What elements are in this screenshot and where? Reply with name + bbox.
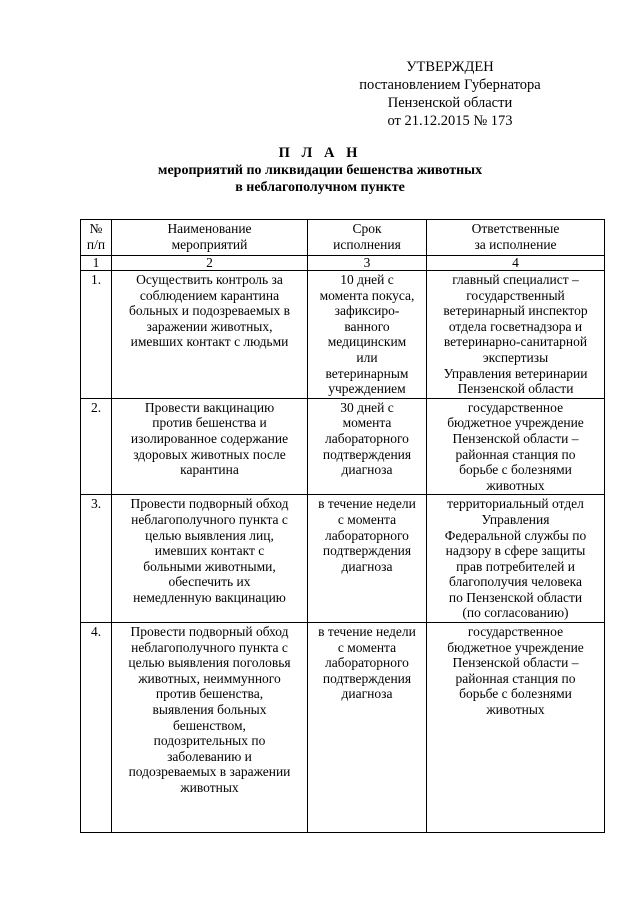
plan-subtitle-line-1: мероприятий по ликвидации бешенства животных xyxy=(157,163,483,178)
approval-date-number: от 21.12.2015 № 173 xyxy=(387,113,513,129)
table-header-row xyxy=(81,220,605,256)
table-row xyxy=(81,398,605,495)
row-deadline: в течение недели с момента лабораторного подтверждения диагноза xyxy=(308,623,427,833)
row-responsible: государственное бюджетное учреждение Пензенской области – районная станция по борьбе с болезнями животных xyxy=(427,398,605,495)
row-number: 2. xyxy=(81,398,112,495)
row-action: Осуществить контроль за соблюдением карантина больных и подозреваемых в заражении животных, имевших контакт с людьми xyxy=(112,271,308,399)
column-number-3: 3 xyxy=(308,256,427,271)
row-number: 3. xyxy=(81,495,112,623)
table-row xyxy=(81,495,605,623)
header-number: № п/п xyxy=(81,220,112,256)
column-number-1: 1 xyxy=(81,256,112,271)
table-row xyxy=(81,271,605,399)
plan-subtitle-line-2: в неблагополучном пункте xyxy=(235,180,405,195)
approval-heading: УТВЕРЖДЕН xyxy=(406,59,494,75)
row-responsible: государственное бюджетное учреждение Пензенской области – районная станция по борьбе с болезнями животных xyxy=(427,623,605,833)
column-number-2: 2 xyxy=(112,256,308,271)
approval-by-decree: постановлением Губернатора xyxy=(359,77,541,93)
row-action: Провести подворный обход неблагополучного пункта с целью выявления лиц, имевших контакт с больными животными, обеспечить их немедленную вакцинацию xyxy=(112,495,308,623)
header-responsible: Ответственные за исполнение xyxy=(427,220,605,256)
column-numbers-row xyxy=(81,256,605,271)
row-deadline: 10 дней с момента покуса, зафиксиро- ванного медицинским или ветеринарным учреждением xyxy=(308,271,427,399)
row-action: Провести подворный обход неблагополучного пункта с целью выявления поголовья животных, неиммунного против бешенства, выявления больных бешенством, подозрительных по заболеванию и подозреваемых в заражении животных xyxy=(112,623,308,833)
header-deadline: Срок исполнения xyxy=(308,220,427,256)
row-responsible: территориальный отдел Управления Федеральной службы по надзору в сфере защиты прав потребителей и благополучия человека по Пензенской области (по согласованию) xyxy=(427,495,605,623)
plan-title: П Л А Н xyxy=(278,145,362,161)
approval-region: Пензенской области xyxy=(387,95,513,111)
header-action: Наименование мероприятий xyxy=(112,220,308,256)
plan-table xyxy=(80,219,605,833)
column-number-4: 4 xyxy=(427,256,605,271)
row-action: Провести вакцинацию против бешенства и изолированное содержание здоровых животных после карантина xyxy=(112,398,308,495)
row-number: 4. xyxy=(81,623,112,833)
table-row xyxy=(81,623,605,833)
row-responsible: главный специалист – государственный ветеринарный инспектор отдела госветнадзора и ветеринарно-санитарной экспертизы Управления ветеринарии Пензенской области xyxy=(427,271,605,399)
row-deadline: в течение недели с момента лабораторного подтверждения диагноза xyxy=(308,495,427,623)
row-deadline: 30 дней с момента лабораторного подтверждения диагноза xyxy=(308,398,427,495)
row-number: 1. xyxy=(81,271,112,399)
plan-subtitle xyxy=(0,162,640,196)
approval-stamp xyxy=(330,58,570,130)
